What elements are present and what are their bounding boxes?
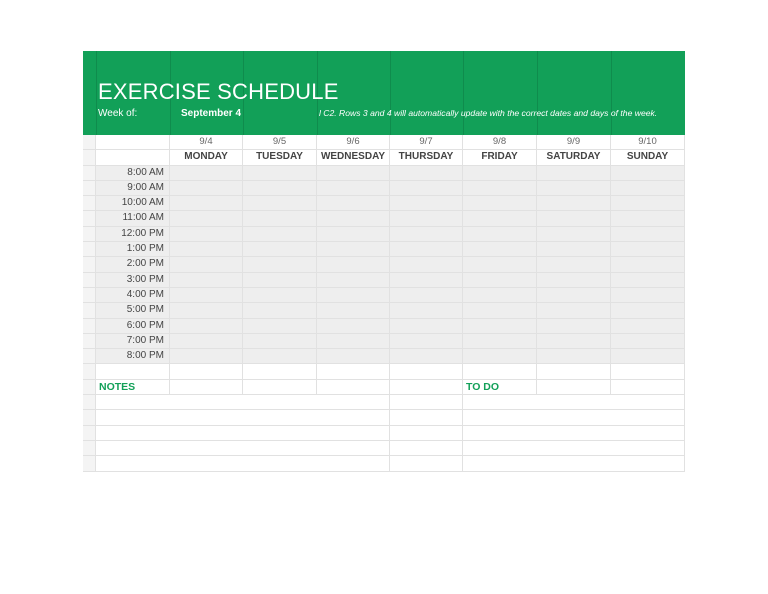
schedule-slot[interactable]: [463, 257, 537, 271]
time-label: 8:00 AM: [96, 166, 170, 180]
schedule-slot[interactable]: [170, 334, 243, 348]
blank-cell[interactable]: [390, 395, 463, 409]
schedule-slot[interactable]: [611, 319, 685, 333]
schedule-slot[interactable]: [611, 196, 685, 210]
schedule-slot[interactable]: [170, 181, 243, 195]
time-label: 8:00 PM: [96, 349, 170, 363]
schedule-slot[interactable]: [390, 196, 463, 210]
row-gutter: [83, 380, 96, 394]
schedule-slot[interactable]: [463, 181, 537, 195]
time-row: [83, 227, 685, 242]
blank-cell[interactable]: [463, 364, 537, 378]
schedule-grid: [83, 135, 685, 472]
week-of-value[interactable]: September 4: [181, 108, 242, 119]
header-banner: [83, 51, 685, 135]
schedule-slot[interactable]: [390, 181, 463, 195]
notes-line[interactable]: [96, 456, 390, 470]
schedule-slot[interactable]: [537, 334, 611, 348]
blank-cell[interactable]: [243, 380, 317, 394]
schedule-slot[interactable]: [243, 227, 317, 241]
notes-line-row: [83, 395, 685, 410]
schedule-slot[interactable]: [317, 227, 390, 241]
schedule-slot[interactable]: [317, 242, 390, 256]
schedule-slot[interactable]: [611, 257, 685, 271]
schedule-slot[interactable]: [390, 227, 463, 241]
schedule-slot[interactable]: [170, 319, 243, 333]
blank-cell[interactable]: [96, 135, 170, 149]
notes-line-row: [83, 426, 685, 441]
schedule-slot[interactable]: [317, 211, 390, 225]
schedule-slot[interactable]: [317, 257, 390, 271]
time-label: 11:00 AM: [96, 211, 170, 225]
time-row: [83, 211, 685, 226]
schedule-slot[interactable]: [243, 288, 317, 302]
schedule-slot[interactable]: [390, 319, 463, 333]
time-label: 2:00 PM: [96, 257, 170, 271]
schedule-slot[interactable]: [537, 319, 611, 333]
schedule-slot[interactable]: [537, 288, 611, 302]
schedule-slot[interactable]: [390, 211, 463, 225]
schedule-slot[interactable]: [317, 181, 390, 195]
blank-cell[interactable]: [96, 150, 170, 164]
time-row: [83, 319, 685, 334]
todo-line[interactable]: [463, 410, 685, 424]
row-gutter: [83, 273, 96, 287]
schedule-slot[interactable]: [463, 334, 537, 348]
instructions-text: l C2. Rows 3 and 4 will automatically update with the correct dates and days of the week.: [319, 108, 658, 118]
notes-line[interactable]: [96, 410, 390, 424]
schedule-slot[interactable]: [537, 181, 611, 195]
schedule-slot[interactable]: [537, 349, 611, 363]
blank-cell[interactable]: [390, 380, 463, 394]
schedule-slot[interactable]: [611, 181, 685, 195]
schedule-slot[interactable]: [390, 303, 463, 317]
todo-label: TO DO: [463, 380, 537, 394]
time-row: [83, 257, 685, 272]
row-gutter: [83, 456, 96, 470]
schedule-slot[interactable]: [611, 273, 685, 287]
blank-row: [83, 364, 685, 379]
time-row: [83, 196, 685, 211]
date-cell[interactable]: 9/5: [243, 135, 317, 149]
day-header: MONDAY: [170, 150, 243, 164]
row-gutter: [83, 364, 96, 378]
blank-cell[interactable]: [390, 441, 463, 455]
schedule-slot[interactable]: [611, 334, 685, 348]
schedule-slot[interactable]: [463, 242, 537, 256]
schedule-slot[interactable]: [611, 166, 685, 180]
time-label: 9:00 AM: [96, 181, 170, 195]
time-label: 10:00 AM: [96, 196, 170, 210]
time-row: [83, 349, 685, 364]
row-gutter: [83, 410, 96, 424]
notes-line-row: [83, 441, 685, 456]
schedule-slot[interactable]: [170, 166, 243, 180]
schedule-slot[interactable]: [537, 196, 611, 210]
row-gutter: [83, 135, 96, 149]
blank-cell[interactable]: [390, 410, 463, 424]
notes-line-row: [83, 456, 685, 471]
row-gutter: [83, 441, 96, 455]
blank-cell[interactable]: [317, 380, 390, 394]
day-header: THURSDAY: [390, 150, 463, 164]
schedule-slot[interactable]: [463, 227, 537, 241]
time-label: 1:00 PM: [96, 242, 170, 256]
blank-cell[interactable]: [317, 364, 390, 378]
schedule-slot[interactable]: [390, 273, 463, 287]
notes-label: NOTES: [96, 380, 170, 394]
blank-cell[interactable]: [243, 364, 317, 378]
blank-cell[interactable]: [390, 456, 463, 470]
schedule-slot[interactable]: [611, 349, 685, 363]
row-gutter: [83, 150, 96, 164]
schedule-slot[interactable]: [463, 166, 537, 180]
schedule-slot[interactable]: [317, 319, 390, 333]
schedule-slot[interactable]: [611, 303, 685, 317]
notes-line[interactable]: [96, 441, 390, 455]
day-header: SATURDAY: [537, 150, 611, 164]
row-gutter: [83, 257, 96, 271]
schedule-slot[interactable]: [611, 211, 685, 225]
exercise-schedule-sheet: [83, 51, 685, 474]
page-title: EXERCISE SCHEDULE: [98, 79, 339, 104]
time-row: [83, 303, 685, 318]
schedule-slot[interactable]: [611, 288, 685, 302]
notes-line[interactable]: [96, 426, 390, 440]
schedule-slot[interactable]: [170, 273, 243, 287]
schedule-slot[interactable]: [243, 319, 317, 333]
schedule-slot[interactable]: [390, 288, 463, 302]
todo-line[interactable]: [463, 426, 685, 440]
schedule-slot[interactable]: [243, 334, 317, 348]
date-cell[interactable]: 9/10: [611, 135, 685, 149]
schedule-slot[interactable]: [463, 211, 537, 225]
schedule-slot[interactable]: [317, 288, 390, 302]
day-header: SUNDAY: [611, 150, 685, 164]
time-label: 3:00 PM: [96, 273, 170, 287]
time-label: 5:00 PM: [96, 303, 170, 317]
row-gutter: [83, 349, 96, 363]
schedule-slot[interactable]: [170, 211, 243, 225]
date-cell[interactable]: 9/4: [170, 135, 243, 149]
schedule-slot[interactable]: [243, 349, 317, 363]
notes-line-row: [83, 410, 685, 425]
row-gutter: [83, 288, 96, 302]
schedule-slot[interactable]: [463, 288, 537, 302]
row-gutter: [83, 196, 96, 210]
time-row: [83, 288, 685, 303]
date-cell[interactable]: 9/6: [317, 135, 390, 149]
row-gutter: [83, 319, 96, 333]
time-label: 7:00 PM: [96, 334, 170, 348]
todo-line[interactable]: [463, 395, 685, 409]
blank-cell[interactable]: [537, 364, 611, 378]
time-row: [83, 242, 685, 257]
blank-cell[interactable]: [611, 364, 685, 378]
time-label: 4:00 PM: [96, 288, 170, 302]
schedule-slot[interactable]: [170, 227, 243, 241]
schedule-slot[interactable]: [243, 273, 317, 287]
schedule-slot[interactable]: [537, 166, 611, 180]
row-gutter: [83, 303, 96, 317]
schedule-slot[interactable]: [537, 211, 611, 225]
row-gutter: [83, 211, 96, 225]
schedule-slot[interactable]: [537, 273, 611, 287]
schedule-slot[interactable]: [170, 257, 243, 271]
schedule-slot[interactable]: [243, 196, 317, 210]
schedule-slot[interactable]: [317, 196, 390, 210]
time-label: 12:00 PM: [96, 227, 170, 241]
todo-line[interactable]: [463, 456, 685, 470]
schedule-slot[interactable]: [243, 166, 317, 180]
time-row: [83, 334, 685, 349]
row-gutter: [83, 242, 96, 256]
schedule-slot[interactable]: [390, 242, 463, 256]
day-header: TUESDAY: [243, 150, 317, 164]
day-header: WEDNESDAY: [317, 150, 390, 164]
schedule-slot[interactable]: [463, 196, 537, 210]
schedule-slot[interactable]: [537, 227, 611, 241]
schedule-slot[interactable]: [463, 319, 537, 333]
blank-cell[interactable]: [611, 380, 685, 394]
date-cell[interactable]: 9/8: [463, 135, 537, 149]
time-label: 6:00 PM: [96, 319, 170, 333]
schedule-slot[interactable]: [170, 288, 243, 302]
row-gutter: [83, 166, 96, 180]
day-header: FRIDAY: [463, 150, 537, 164]
schedule-slot[interactable]: [537, 303, 611, 317]
schedule-slot[interactable]: [317, 349, 390, 363]
time-row: [83, 273, 685, 288]
schedule-slot[interactable]: [537, 257, 611, 271]
schedule-slot[interactable]: [317, 166, 390, 180]
time-row: [83, 181, 685, 196]
date-cell[interactable]: 9/7: [390, 135, 463, 149]
schedule-slot[interactable]: [170, 242, 243, 256]
blank-cell[interactable]: [170, 364, 243, 378]
schedule-slot[interactable]: [243, 211, 317, 225]
schedule-slot[interactable]: [170, 196, 243, 210]
row-gutter: [83, 181, 96, 195]
schedule-slot[interactable]: [390, 166, 463, 180]
schedule-slot[interactable]: [317, 334, 390, 348]
days-row: [83, 150, 685, 165]
schedule-slot[interactable]: [170, 349, 243, 363]
blank-cell[interactable]: [170, 380, 243, 394]
week-of-label: Week of:: [98, 108, 138, 119]
date-cell[interactable]: 9/9: [537, 135, 611, 149]
schedule-slot[interactable]: [463, 303, 537, 317]
schedule-slot[interactable]: [243, 181, 317, 195]
schedule-slot[interactable]: [317, 273, 390, 287]
schedule-slot[interactable]: [243, 257, 317, 271]
dates-row: [83, 135, 685, 150]
blank-cell[interactable]: [537, 380, 611, 394]
schedule-slot[interactable]: [317, 303, 390, 317]
schedule-slot[interactable]: [463, 349, 537, 363]
schedule-slot[interactable]: [390, 334, 463, 348]
schedule-slot[interactable]: [611, 227, 685, 241]
blank-cell[interactable]: [96, 364, 170, 378]
row-gutter: [83, 426, 96, 440]
notes-line[interactable]: [96, 395, 390, 409]
row-gutter: [83, 227, 96, 241]
schedule-slot[interactable]: [243, 242, 317, 256]
schedule-slot[interactable]: [537, 242, 611, 256]
blank-cell[interactable]: [390, 364, 463, 378]
time-row: [83, 166, 685, 181]
schedule-slot[interactable]: [611, 242, 685, 256]
todo-line[interactable]: [463, 441, 685, 455]
blank-cell[interactable]: [390, 426, 463, 440]
notes-todo-row: [83, 380, 685, 395]
schedule-slot[interactable]: [390, 257, 463, 271]
schedule-slot[interactable]: [390, 349, 463, 363]
row-gutter: [83, 334, 96, 348]
schedule-slot[interactable]: [170, 303, 243, 317]
row-gutter: [83, 395, 96, 409]
schedule-slot[interactable]: [463, 273, 537, 287]
schedule-slot[interactable]: [243, 303, 317, 317]
